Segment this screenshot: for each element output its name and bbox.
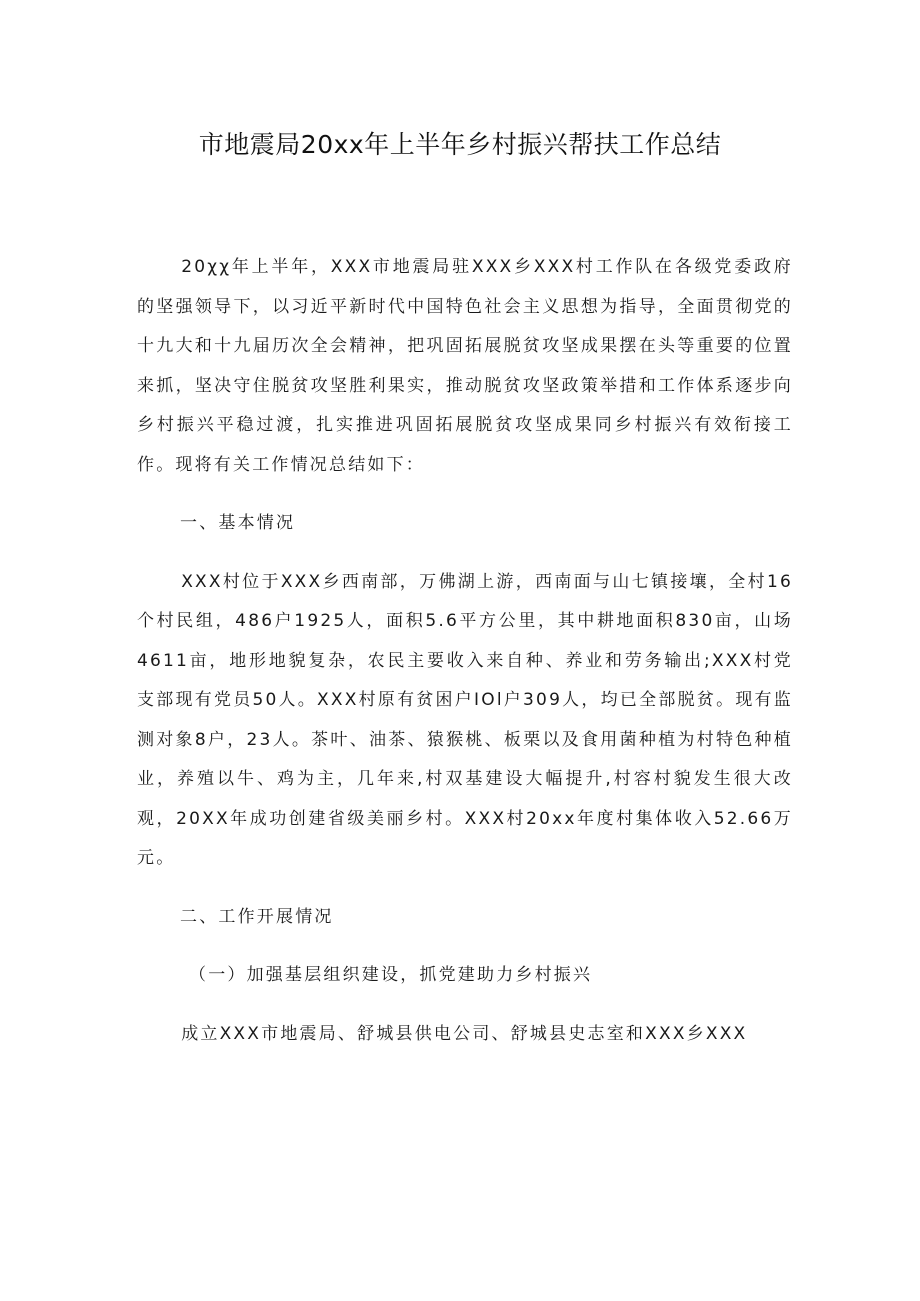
basic-situation-paragraph: XXX村位于XXX乡西南部，万佛湖上游，西南面与山七镇接壤，全村16个村民组，486户1925人，面积5.6平方公里，其中耕地面积830亩，山场4611亩，地形地貌复杂，农民主要收入来自种、养业和劳务输出;XXX村党支部现有党员50人。XXX村原有贫困户IOl户309人，均已全部脱贫。现有监测对象8户，23人。茶叶、油茶、猿猴桃、板栗以及食用菌种植为村特色种植业，养殖以牛、鸡为主，几年来,村双基建设大幅提升,村容村貌发生很大改观，20XX年成功创建省级美丽乡村。XXX村20xx年度村集体收入52.66万元。 [137,571,793,868]
subsection-heading-party-building: （一）加强基层组织建设，抓党建助力乡村振兴 [189,965,593,985]
party-building-paragraph: 成立XXX市地震局、舒城县供电公司、舒城县史志室和XXX乡XXX [181,1023,748,1044]
section-heading-work-progress: 二、工作开展情况 [180,906,334,927]
intro-paragraph: 20χχ年上半年，XXX市地震局驻XXX乡XXX村工作队在各级党委政府的坚强领导下，以习近平新时代中国特色社会主义思想为指导，全面贯彻党的十九大和十九届历次全会精神，把巩固拓展脱贫攻坚成果摆在头等重要的位置来抓，坚决守住脱贫攻坚胜利果实，推动脱贫攻坚政策举措和工作体系逐步向乡村振兴平稳过渡，扎实推进巩固拓展脱贫攻坚成果同乡村振兴有效衔接工作。现将有关工作情况总结如下： [137,257,793,475]
document-body [137,248,793,1054]
document-title: 市地震局20xx年上半年乡村振兴帮扶工作总结 [198,130,722,159]
section-heading-basic-situation: 一、基本情况 [180,513,296,533]
